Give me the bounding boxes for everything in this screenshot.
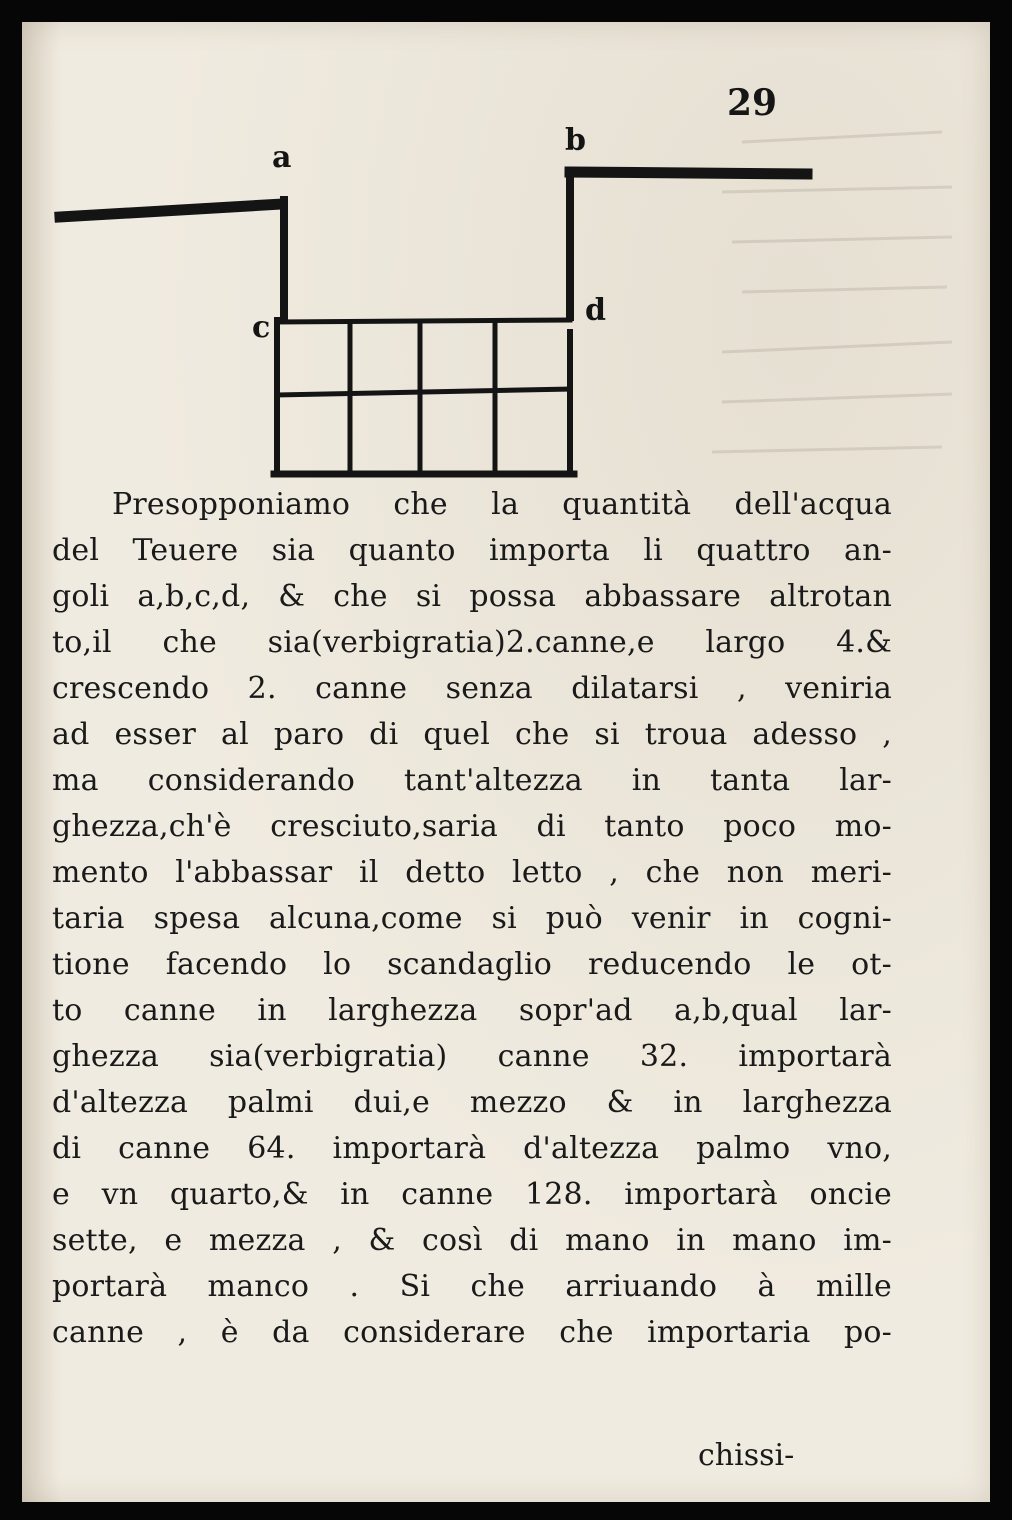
text-line: d'altezza palmi dui,e mezzo & in larghezza xyxy=(52,1085,892,1120)
text-line: Presopponiamo che la quantità dell'acqua xyxy=(112,487,892,522)
label-a: a xyxy=(272,140,292,175)
text-line: ma considerando tant'altezza in tanta lar- xyxy=(52,763,892,798)
text-line: canne , è da considerare che importaria po- xyxy=(52,1315,892,1350)
text-line: mento l'abbassar il detto letto , che non meri- xyxy=(52,855,892,890)
text-line: goli a,b,c,d, & che si possa abbassare altrotan xyxy=(52,579,892,614)
body-paragraph xyxy=(52,482,892,1356)
label-c: c xyxy=(252,310,271,345)
right-bank-line xyxy=(570,172,807,174)
label-b: b xyxy=(565,123,586,158)
cd-line xyxy=(277,320,570,322)
left-bank-line xyxy=(60,204,282,217)
text-line: di canne 64. importarà d'altezza palmo vno, xyxy=(52,1131,892,1166)
label-d: d xyxy=(585,293,606,328)
text-line: to canne in larghezza sopr'ad a,b,qual lar- xyxy=(52,993,892,1028)
text-line: crescendo 2. canne senza dilatarsi , veniria xyxy=(52,671,892,706)
text-line: e vn quarto,& in canne 128. importarà oncie xyxy=(52,1177,892,1212)
text-line: to,il che sia(verbigratia)2.canne,e largo 4.& xyxy=(52,625,892,660)
text-line: portarà manco . Si che arriuando à mille xyxy=(52,1269,892,1304)
text-line: del Teuere sia quanto importa li quattro an- xyxy=(52,533,892,568)
text-line: sette, e mezza , & così di mano in mano im- xyxy=(52,1223,892,1258)
text-line: taria spesa alcuna,come si può venir in cogni- xyxy=(52,901,892,936)
text-line: ghezza sia(verbigratia) canne 32. importarà xyxy=(52,1039,892,1074)
catchword: chissi- xyxy=(698,1438,795,1473)
page-number: 29 xyxy=(727,82,778,124)
grid-middle-line xyxy=(277,389,570,395)
text-line: tione facendo lo scandaglio reducendo le ot- xyxy=(52,947,892,982)
text-line: ghezza,ch'è cresciuto,saria di tanto poco mo- xyxy=(52,809,892,844)
riverbed-diagram xyxy=(22,22,990,522)
book-page xyxy=(22,22,990,1502)
text-line: ad esser al paro di quel che si troua adesso , xyxy=(52,717,892,752)
